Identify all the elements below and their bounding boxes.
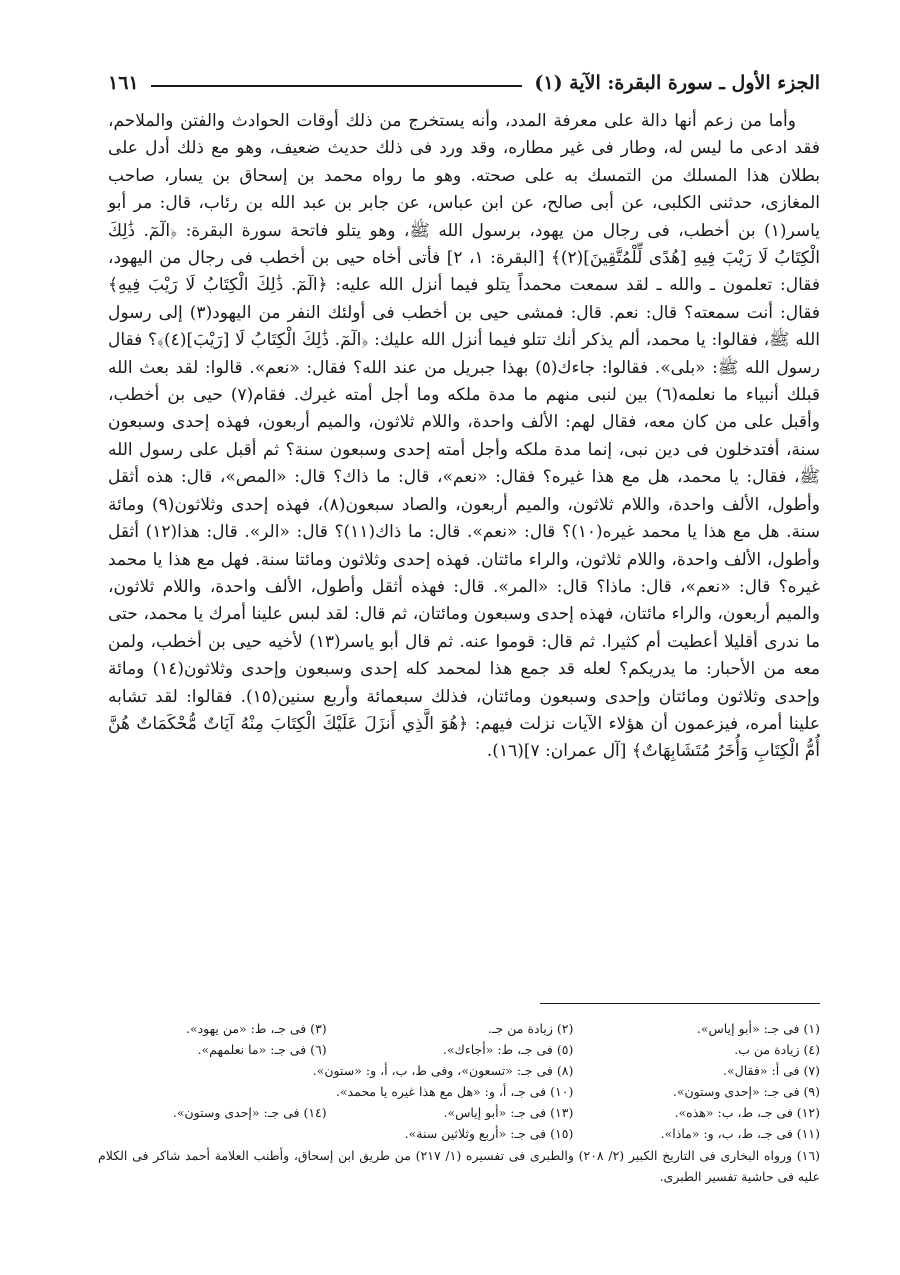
footnote-7: (٧) فى أ: «فقال».	[723, 1063, 820, 1078]
footnote-3: (٣) فى جـ، ط: «من يهود».	[185, 1021, 327, 1036]
footnote-2: (٢) زيادة من جـ.	[487, 1021, 574, 1036]
body-paragraph: وأما من زعم أنها دالة على معرفة المدد، وأنه يستخرج من ذلك أوقات الحوادث والفتن والملاحم، فقد ادعى ما ليس له، وطار فى غير مطاره، وقد ورد فى ذلك حديث ضعيف، وهو مع ذلك أدل على بطلان هذا المسلك من التمسك به على صحته. وهو ما رواه محمد بن إسحاق بن يسار، صاحب المغازى، حدثنى الكلبى، عن أبى صالح، عن ابن عباس، عن جابر بن عبد الله بن رئاب، قال: مر أبو ياسر(١) بن أخطب، فى رجال من يهود، برسول الله ﷺ، وهو يتلو فاتحة سورة البقرة: ﴿الٓمٓ. ذَٰلِكَ الْكِتَابُ لَا رَيْبَ فِيهِ [هُدًى لِّلْمُتَّقِينَ](٢)﴾ [البقرة: ١، ٢] فأتى أخاه حيى بن أخطب فى رجال من اليهود، فقال: تعلمون ـ والله ـ لقد سمعت محمداً يتلو فيما أنزل الله عليه: ﴿الٓمٓ. ذَٰلِكَ الْكِتَابُ لَا رَيْبَ فِيهِ﴾ فقال: أنت سمعته؟ قال: نعم. قال: فمشى حيى بن أخطب فى أولئك النفر من اليهود(٣) إلى رسول الله ﷺ، فقالوا: يا محمد، ألم يذكر أنك تتلو فيما أنزل الله عليك: ﴿الٓمٓ. ذَٰلِكَ الْكِتَابُ لَا [رَيْبَ](٤)﴾؟ فقال رسول الله ﷺ: «بلى». فقالوا: جاءك(٥) بهذا جبريل من عند الله؟ فقال: «نعم». قالوا: لقد بعث الله قبلك أنبياء ما نعلمه(٦) بين لنبى منهم ما مدة ملكه وما أجل أمته غيرك. فقام(٧) حيى بن أخطب، وأقبل على من كان معه، فقال لهم: الألف واحدة، واللام ثلاثون، والميم أربعون، فهذه إحدى وسبعون سنة، أفتدخلون فى دين نبى، إنما مدة ملكه وأجل أمته إحدى وسبعون سنة؟ ثم أقبل على رسول الله ﷺ، فقال: يا محمد، هل مع هذا غيره؟ فقال: «نعم»، قال: ما ذاك؟ قال: «المص»، قال: هذه أثقل وأطول، الألف واحدة، واللام ثلاثون، والميم أربعون، والصاد سبعون(٨)، فهذه إحدى وثلاثون(٩) ومائة سنة. هل مع هذا يا محمد غيره(١٠)؟ قال: «نعم». قال: ما ذاك(١١)؟ قال: «الر». قال: هذا(١٢) أثقل وأطول، الألف واحدة، واللام ثلاثون، والراء مائتان. فهذه إحدى وثلاثون ومائتا سنة. فهل مع هذا يا محمد غيره؟ قال: «نعم»، قال: ماذا؟ قال: «المر». قال: فهذه أثقل وأطول، الألف واحدة، واللام ثلاثون، والميم أربعون، والراء مائتان، فهذه إحدى وسبعون ومائتان، ثم قال: لقد لبس علينا أمرك يا محمد، حتى ما ندرى أقليلا أعطيت أم كثيرا. ثم قال: قوموا عنه. ثم قال أبو ياسر(١٣) لأخيه حيى بن أخطب، ولمن معه من الأحبار: ما يدريكم؟ لعله قد جمع هذا لمحمد كله إحدى وسبعون وإحدى وثلاثون(١٤) ومائة وإحدى وثلاثون ومائتان وإحدى وسبعون ومائتان، فذلك سبعمائة وأربع سنين(١٥). فقالوا: لقد تشابه علينا أمره، فيزعمون أن هؤلاء الآيات نزلت فيهم: ﴿هُوَ الَّذِي أَنزَلَ عَلَيْكَ الْكِتَابَ مِنْهُ آيَاتٌ مُّحْكَمَاتٌ هُنَّ أُمُّ الْكِتَابِ وَأُخَرُ مُتَشَابِهَاتٌ﴾ [آل عمران: ٧](١٦).	[108, 111, 821, 762]
footnote-4: (٤) زيادة من ب.	[734, 1042, 820, 1057]
footnotes	[98, 1018, 820, 1187]
footnote-1: (١) فى جـ: «أبو إياس».	[696, 1021, 820, 1036]
footnote-10: (١٠) فى جـ، أ، و: «هل مع هذا غيره يا محمد».	[335, 1084, 574, 1099]
header-rule	[151, 85, 523, 87]
footnote-grid	[98, 1018, 820, 1144]
footnote-8: (٨) فى جـ: «تسعون»، وفى ط، ب، أ، و: «ستون».	[312, 1063, 574, 1078]
footnote-6: (٦) فى جـ: «ما نعلمهم».	[197, 1042, 327, 1057]
footnote-14: (١٤) فى جـ: «إحدى وستون».	[172, 1105, 327, 1120]
footnote-separator	[540, 1003, 820, 1004]
header-title: الجزء الأول ـ سورة البقرة: الآية (١)	[534, 72, 820, 94]
footnote-5: (٥) فى جـ، ط: «أجاءك».	[442, 1042, 574, 1057]
footnote-9: (٩) فى جـ: «إحدى وستون».	[672, 1084, 820, 1099]
running-header	[108, 68, 820, 94]
main-text	[108, 108, 820, 766]
footnote-11: (١١) فى جـ، ط، ب، و: «ماذا».	[660, 1126, 820, 1141]
page-number: ١٦١	[108, 72, 139, 94]
footnote-13: (١٣) فى جـ: «أبو إياس».	[443, 1105, 574, 1120]
footnote-15: (١٥) فى جـ: «أربع وثلاثين سنة».	[404, 1126, 574, 1141]
footnote-16: (١٦) ورواه البخارى فى التاريخ الكبير (٢/ ٢٠٨) والطبرى فى تفسيره (١/ ٢١٧) من طريق ابن إسحاق، وأطنب العلامة أحمد شاكر فى الكلام عليه فى حاشية تفسير الطبرى.	[98, 1148, 820, 1184]
footnote-12: (١٢) فى جـ، ط، ب: «هذه».	[674, 1105, 820, 1120]
